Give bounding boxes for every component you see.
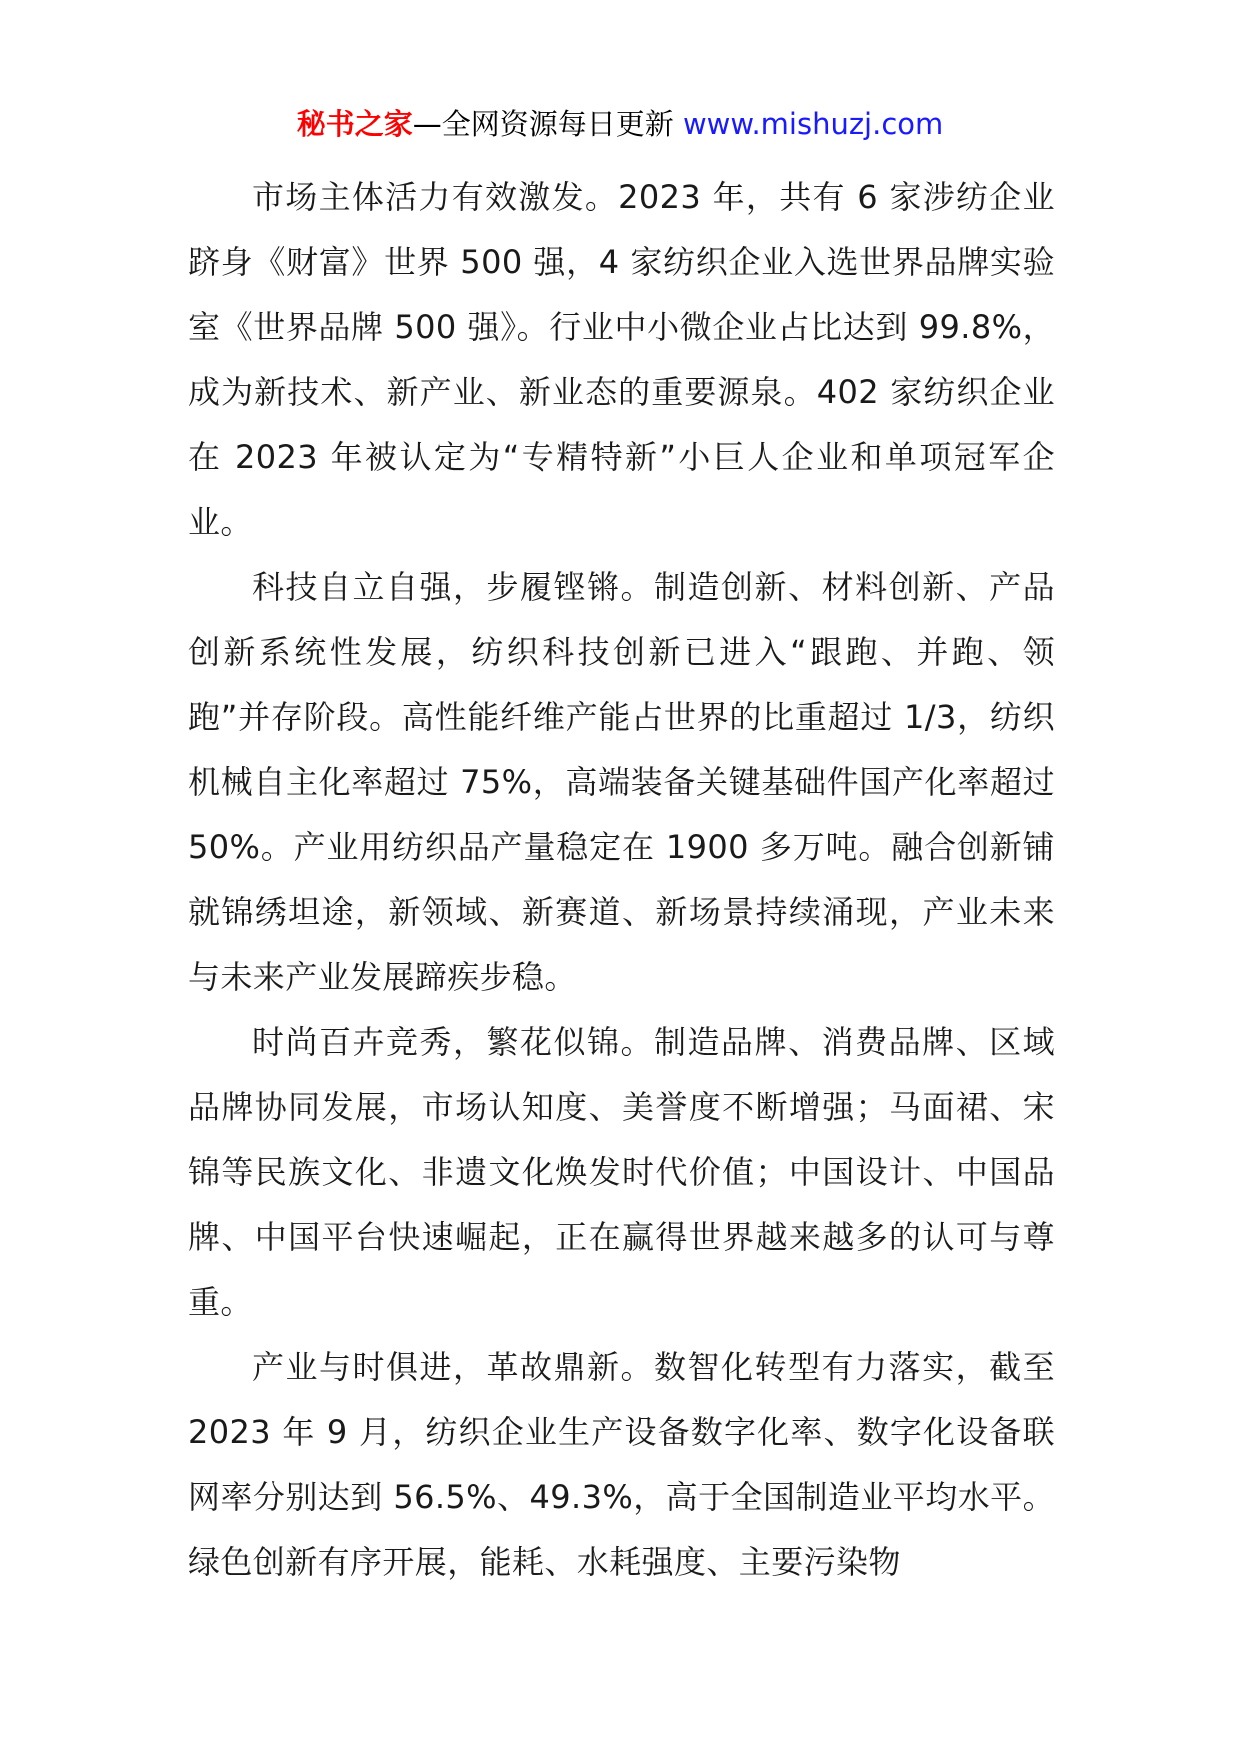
header-url-link[interactable]: www.mishuzj.com xyxy=(682,107,944,141)
paragraph-market: 市场主体活力有效激发。2023 年，共有 6 家涉纺企业跻身《财富》世界 500 强，4 家纺织企业入选世界品牌实验室《世界品牌 500 强》。行业中小微企业占比达到 99.8%，成为新技术、新产业、新业态的重要源泉。402 家纺织企业在 2023 年被认定为“专精特新”小巨人企业和单项冠军企业。 xyxy=(188,178,1055,541)
header-tagline: —全网资源每日更新 xyxy=(412,107,674,141)
document-body xyxy=(188,165,1055,1595)
paragraph-technology: 科技自立自强，步履铿锵。制造创新、材料创新、产品创新系统性发展，纺织科技创新已进入“跟跑、并跑、领跑”并存阶段。高性能纤维产能占世界的比重超过 1/3，纺织机械自主化率超过 75%，高端装备关键基础件国产化率超过 50%。产业用纺织品产量稳定在 1900 多万吨。融合创新铺就锦绣坦途，新领域、新赛道、新场景持续涌现，产业未来与未来产业发展蹄疾步稳。 xyxy=(188,568,1055,996)
header-brand: 秘书之家 xyxy=(296,107,413,141)
page-header xyxy=(0,102,1240,146)
paragraph-industry: 产业与时俱进，革故鼎新。数智化转型有力落实，截至 2023 年 9 月，纺织企业生产设备数字化率、数字化设备联网率分别达到 56.5%、49.3%，高于全国制造业平均水平。绿色创新有序开展，能耗、水耗强度、主要污染物 xyxy=(188,1348,1055,1581)
paragraph-fashion: 时尚百卉竞秀，繁花似锦。制造品牌、消费品牌、区域品牌协同发展，市场认知度、美誉度不断增强；马面裙、宋锦等民族文化、非遗文化焕发时代价值；中国设计、中国品牌、中国平台快速崛起，正在赢得世界越来越多的认可与尊重。 xyxy=(188,1023,1055,1321)
